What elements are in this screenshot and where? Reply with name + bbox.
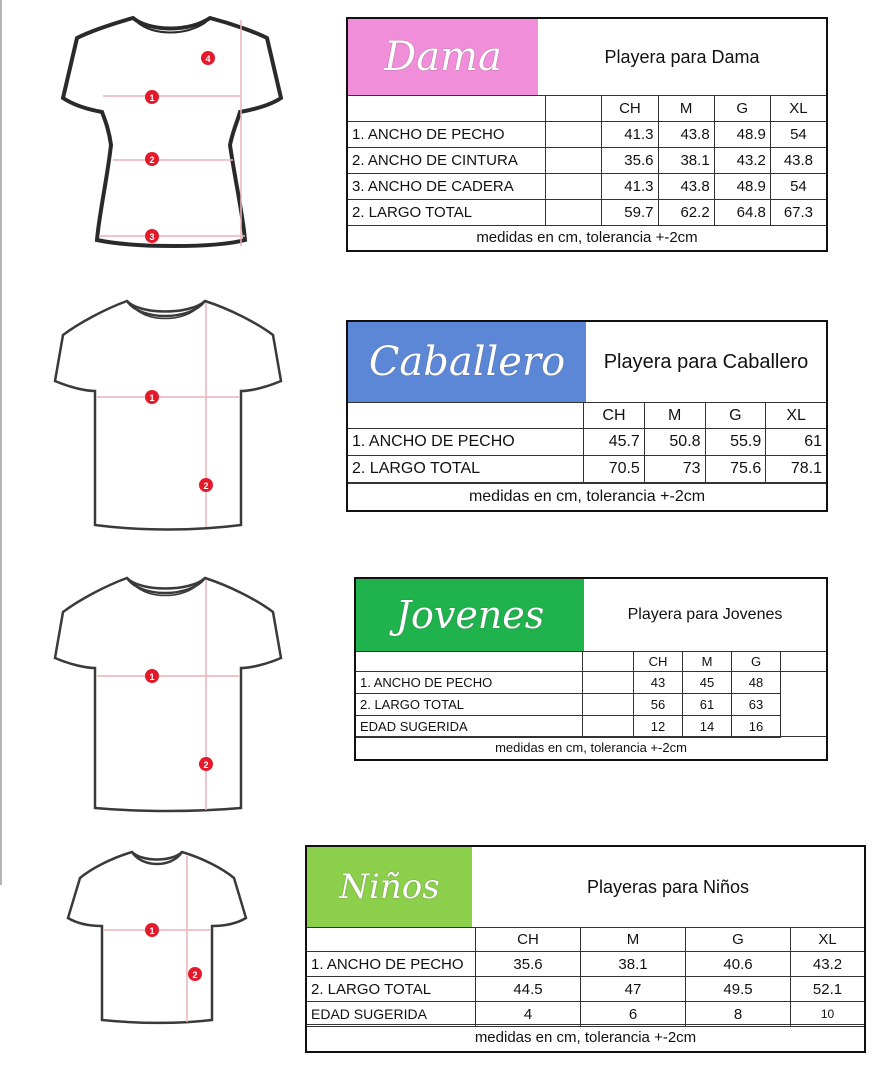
svg-text:2: 2 [203, 481, 209, 491]
size-header: M [658, 96, 714, 122]
jovenes-table [356, 651, 826, 738]
row-name: 3. ANCHO DE CADERA [348, 174, 546, 200]
cell: 41.3 [602, 174, 658, 200]
size-header: XL [770, 96, 826, 122]
ninos-label: Niños [307, 847, 472, 927]
svg-text:2: 2 [192, 970, 198, 980]
svg-text:1: 1 [149, 93, 155, 103]
cell: 43.8 [658, 122, 714, 148]
jovenes-title: Playera para Jovenes [627, 606, 783, 623]
table-row [356, 672, 826, 694]
table-row [356, 694, 826, 716]
cell: 41.3 [602, 122, 658, 148]
jovenes-label: Jovenes [356, 579, 584, 651]
cell: 62.2 [658, 200, 714, 226]
cell: 8 [686, 1002, 791, 1027]
row-name: 1. ANCHO DE PECHO [356, 672, 583, 694]
size-header: CH [602, 96, 658, 122]
table-row [348, 200, 826, 226]
cell: 45.7 [584, 429, 645, 456]
svg-text:4: 4 [205, 54, 211, 64]
marker-2 [199, 478, 213, 492]
cell: 54 [770, 174, 826, 200]
cell: 64.8 [714, 200, 770, 226]
size-header: XL [791, 928, 865, 952]
table-row [356, 716, 826, 738]
marker-3 [145, 229, 159, 243]
cell: 63 [732, 694, 781, 716]
size-header: CH [584, 403, 645, 429]
dama-table [348, 95, 826, 226]
dama-title: Playera para Dama [604, 46, 760, 67]
marker-2 [199, 757, 213, 771]
row-name: 2. ANCHO DE CINTURA [348, 148, 546, 174]
table-row [348, 148, 826, 174]
svg-text:2: 2 [149, 155, 155, 165]
caballero-size-chart [346, 320, 828, 512]
jovenes-size-chart [354, 577, 828, 761]
size-header: G [714, 96, 770, 122]
caballero-table [348, 402, 826, 483]
cell: 52.1 [791, 977, 865, 1002]
cell: 54 [770, 122, 826, 148]
row-name: EDAD SUGERIDA [307, 1002, 476, 1027]
cell: 67.3 [770, 200, 826, 226]
cell: 59.7 [602, 200, 658, 226]
svg-text:1: 1 [149, 672, 155, 682]
caballero-note: medidas en cm, tolerancia +-2cm [348, 483, 826, 510]
size-header: M [683, 652, 732, 672]
cell: 43 [634, 672, 683, 694]
cell: 43.2 [714, 148, 770, 174]
cell: 43.2 [791, 952, 865, 977]
cell: 12 [634, 716, 683, 738]
size-header: G [686, 928, 791, 952]
cell: 35.6 [476, 952, 581, 977]
svg-text:1: 1 [149, 926, 155, 936]
size-header: G [705, 403, 766, 429]
ninos-shirt-diagram [62, 848, 262, 1028]
cell: 55.9 [705, 429, 766, 456]
caballero-title: Playera para Caballero [603, 350, 809, 373]
table-row [348, 429, 826, 456]
cell: 38.1 [658, 148, 714, 174]
marker-1 [145, 923, 159, 937]
cell: 38.1 [581, 952, 686, 977]
row-name: 1. ANCHO DE PECHO [348, 122, 546, 148]
cell: 45 [683, 672, 732, 694]
ninos-size-chart [305, 845, 866, 1053]
cell: 10 [791, 1002, 865, 1027]
cell: 61 [766, 429, 826, 456]
cell: 43.8 [658, 174, 714, 200]
dama-size-chart [346, 17, 828, 252]
jovenes-shirt-diagram [45, 572, 285, 817]
cell: 61 [683, 694, 732, 716]
cell: 44.5 [476, 977, 581, 1002]
ninos-note: medidas en cm, tolerancia +-2cm [307, 1024, 864, 1051]
cell: 50.8 [644, 429, 705, 456]
cell: 70.5 [584, 456, 645, 483]
dama-label: Dama [348, 19, 538, 95]
ninos-title: Playeras para Niños [586, 876, 750, 897]
cell: 14 [683, 716, 732, 738]
cell: 48.9 [714, 122, 770, 148]
cell: 56 [634, 694, 683, 716]
table-row [307, 977, 864, 1002]
size-header: CH [476, 928, 581, 952]
marker-1 [145, 390, 159, 404]
size-header: M [644, 403, 705, 429]
jovenes-note: medidas en cm, tolerancia +-2cm [356, 736, 826, 759]
dama-note: medidas en cm, tolerancia +-2cm [348, 225, 826, 250]
marker-1 [145, 90, 159, 104]
row-name: 2. LARGO TOTAL [307, 977, 476, 1002]
cell: 73 [644, 456, 705, 483]
cell: 16 [732, 716, 781, 738]
row-name: 2. LARGO TOTAL [348, 200, 546, 226]
cell: 47 [581, 977, 686, 1002]
size-header: CH [634, 652, 683, 672]
marker-1 [145, 669, 159, 683]
row-name: 2. LARGO TOTAL [348, 456, 584, 483]
row-name: 2. LARGO TOTAL [356, 694, 583, 716]
cell: 43.8 [770, 148, 826, 174]
cell: 49.5 [686, 977, 791, 1002]
caballero-label: Caballero [348, 322, 586, 402]
cell: 40.6 [686, 952, 791, 977]
cell: 35.6 [602, 148, 658, 174]
table-row [348, 122, 826, 148]
table-row [307, 952, 864, 977]
table-row [348, 456, 826, 483]
row-name: EDAD SUGERIDA [356, 716, 583, 738]
ninos-table [307, 927, 864, 1027]
marker-2 [188, 967, 202, 981]
dama-shirt-diagram [55, 10, 295, 260]
marker-2 [145, 152, 159, 166]
table-row [307, 1002, 864, 1027]
cell: 48 [732, 672, 781, 694]
cell: 48.9 [714, 174, 770, 200]
table-row [348, 174, 826, 200]
caballero-shirt-diagram [45, 295, 285, 540]
marker-4 [201, 51, 215, 65]
size-header: XL [766, 403, 826, 429]
svg-text:1: 1 [149, 393, 155, 403]
row-name: 1. ANCHO DE PECHO [348, 429, 584, 456]
svg-text:3: 3 [149, 232, 155, 242]
page-left-border [0, 0, 2, 885]
size-header: G [732, 652, 781, 672]
svg-text:2: 2 [203, 760, 209, 770]
cell: 75.6 [705, 456, 766, 483]
cell: 78.1 [766, 456, 826, 483]
cell: 6 [581, 1002, 686, 1027]
cell: 4 [476, 1002, 581, 1027]
size-header: M [581, 928, 686, 952]
row-name: 1. ANCHO DE PECHO [307, 952, 476, 977]
